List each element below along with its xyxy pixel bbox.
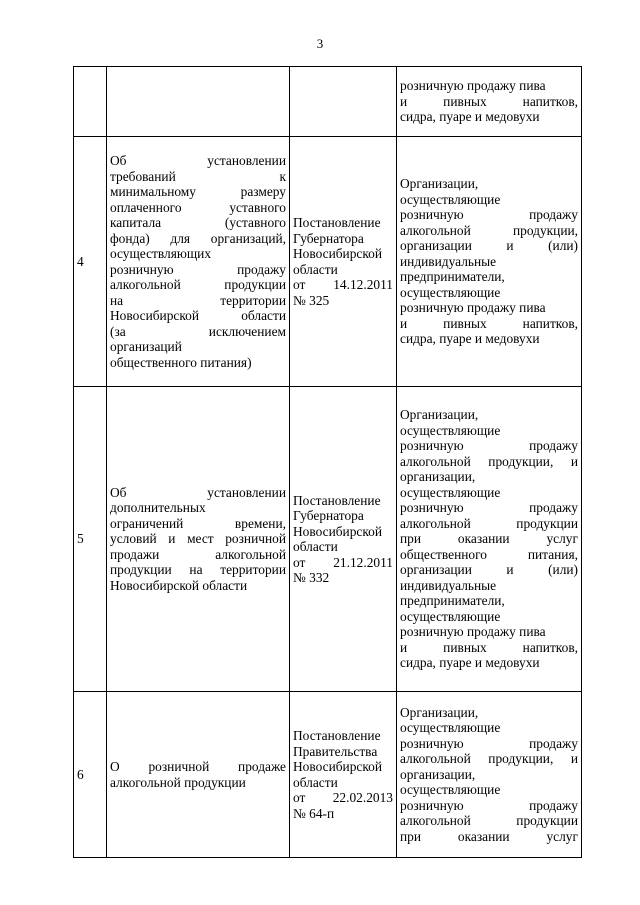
cell-text-line: организации и (или) [400,238,578,254]
cell-text-line: розничную продажу [400,500,578,516]
cell-text-line: при оказании услуг [400,828,578,844]
cell-text-line: розничную продажу пива [400,300,546,316]
cell-text-line: Об установлении [110,484,286,500]
cell-text-line: Новосибирской области [110,308,286,323]
cell-text-line: Новосибирской [293,246,383,261]
table-row [74,387,582,692]
cell-text-line: фонда) для организаций, [110,230,286,246]
cell-text-line: Новосибирской [293,759,383,774]
cell-text-line: Новосибирской области [110,577,248,593]
cell-text-line: от 14.12.2011 [293,277,393,292]
table-row [74,692,582,858]
document-title-cell [107,692,290,858]
subjects-cell [397,67,582,137]
cell-text-line: розничную продажу пива [400,78,546,94]
cell-text-line: общественного питания, [400,546,578,562]
cell-text-line: организации, [400,469,476,485]
cell-text-line: (за исключением [110,323,286,339]
subjects-cell [397,692,582,858]
cell-text-line: организаций [110,339,182,354]
cell-text-line: общественного питания) [110,354,252,370]
legal-act-cell [290,387,397,692]
cell-text-line: розничную продажу [400,735,578,751]
cell-text-line: розничную продажу [110,261,286,277]
cell-text-line: розничную продажу [400,438,578,454]
cell-text-line: Организации, [400,407,479,423]
cell-text-line: розничную продажу пива [400,624,546,640]
cell-text-line: алкогольной продукции, и [400,751,578,767]
cell-text-line: от 22.02.2013 [293,790,393,805]
cell-text-line: и пивных напитков, [400,93,578,109]
cell-text-line: минимальному размеру [110,184,286,199]
cell-text-line: О розничной продаже [110,759,286,774]
cell-text-line: при оказании услуг [400,531,578,547]
cell-text-line: осуществляющие [400,484,501,500]
cell-text-line: области [293,774,338,790]
cell-text-line: индивидуальные [400,253,497,269]
cell-text-line: № 325 [293,292,330,308]
table-row [74,67,582,137]
subjects-cell [397,137,582,387]
cell-text-line: Правительства [293,743,378,759]
cell-text-line: сидра, пуаре и медовухи [400,331,540,347]
cell-text-line: розничную продажу [400,797,578,813]
cell-text-line: осуществляющие [400,720,501,736]
cell-text-line: сидра, пуаре и медовухи [400,109,540,125]
row-number-cell: 6 [74,692,107,858]
cell-text-line: осуществляющих [110,246,212,261]
cell-text-line: осуществляющие [400,284,501,300]
cell-text-line: № 332 [293,570,330,585]
cell-text-line: алкогольной продукции [400,515,578,531]
cell-text-line: и пивных напитков, [400,639,578,655]
row-number-cell: 5 [74,387,107,692]
row-number-cell: 4 [74,137,107,387]
cell-text-line: Постановление [293,728,381,743]
cell-text-line: алкогольной продукции, и [400,453,578,469]
cell-text-line: Постановление [293,215,381,230]
cell-text-line: сидра, пуаре и медовухи [400,655,540,671]
legal-act-cell [290,137,397,387]
cell-text-line: индивидуальные [400,577,497,593]
cell-text-line: осуществляющие [400,422,501,438]
cell-text-line: № 64-п [293,805,335,821]
document-title-cell [107,67,290,137]
cell-text-line: Губернатора [293,508,364,523]
row-number-cell [74,67,107,137]
document-title-cell [107,137,290,387]
cell-text-line: от 21.12.2011 [293,554,393,570]
document-table [73,66,582,858]
cell-text-line: осуществляющие [400,782,501,798]
legal-act-cell [290,692,397,858]
cell-text-line: требований к [110,168,286,184]
cell-text-line: алкогольной продукции, [400,222,578,238]
cell-text-line: продажи алкогольной [110,546,286,562]
legal-act-cell [290,67,397,137]
cell-text-line: капитала (уставного [110,215,286,230]
cell-text-line: Постановление [293,492,381,508]
cell-text-line: на территории [110,292,286,308]
cell-text-line: условий и мест розничной [110,531,286,547]
cell-text-line: области [293,261,338,277]
cell-text-line: розничную продажу [400,207,578,223]
cell-text-line: Новосибирской [293,523,383,539]
cell-text-line: Организации, [400,176,479,192]
cell-text-line: организации и (или) [400,562,578,578]
cell-text-line: Организации, [400,704,479,720]
cell-text-line: осуществляющие [400,608,501,624]
cell-text-line: Губернатора [293,230,364,246]
cell-text-line: продукции на территории [110,562,286,578]
document-title-cell [107,387,290,692]
cell-text-line: организации, [400,766,476,782]
page-number: 3 [316,36,324,51]
cell-text-line: и пивных напитков, [400,315,578,331]
cell-text-line: оплаченного уставного [110,199,286,215]
cell-text-line: алкогольной продукции [110,277,286,292]
table-row [74,137,582,387]
cell-text-line: алкогольной продукции [110,774,246,790]
cell-text-line: алкогольной продукции [400,813,578,829]
cell-text-line: осуществляющие [400,191,501,207]
subjects-cell [397,387,582,692]
cell-text-line: предприниматели, [400,593,505,609]
cell-text-line: области [293,539,338,554]
cell-text-line: дополнительных [110,500,206,516]
cell-text-line: ограничений времени, [110,515,286,531]
cell-text-line: предприниматели, [400,269,505,285]
cell-text-line: Об установлении [110,153,286,168]
